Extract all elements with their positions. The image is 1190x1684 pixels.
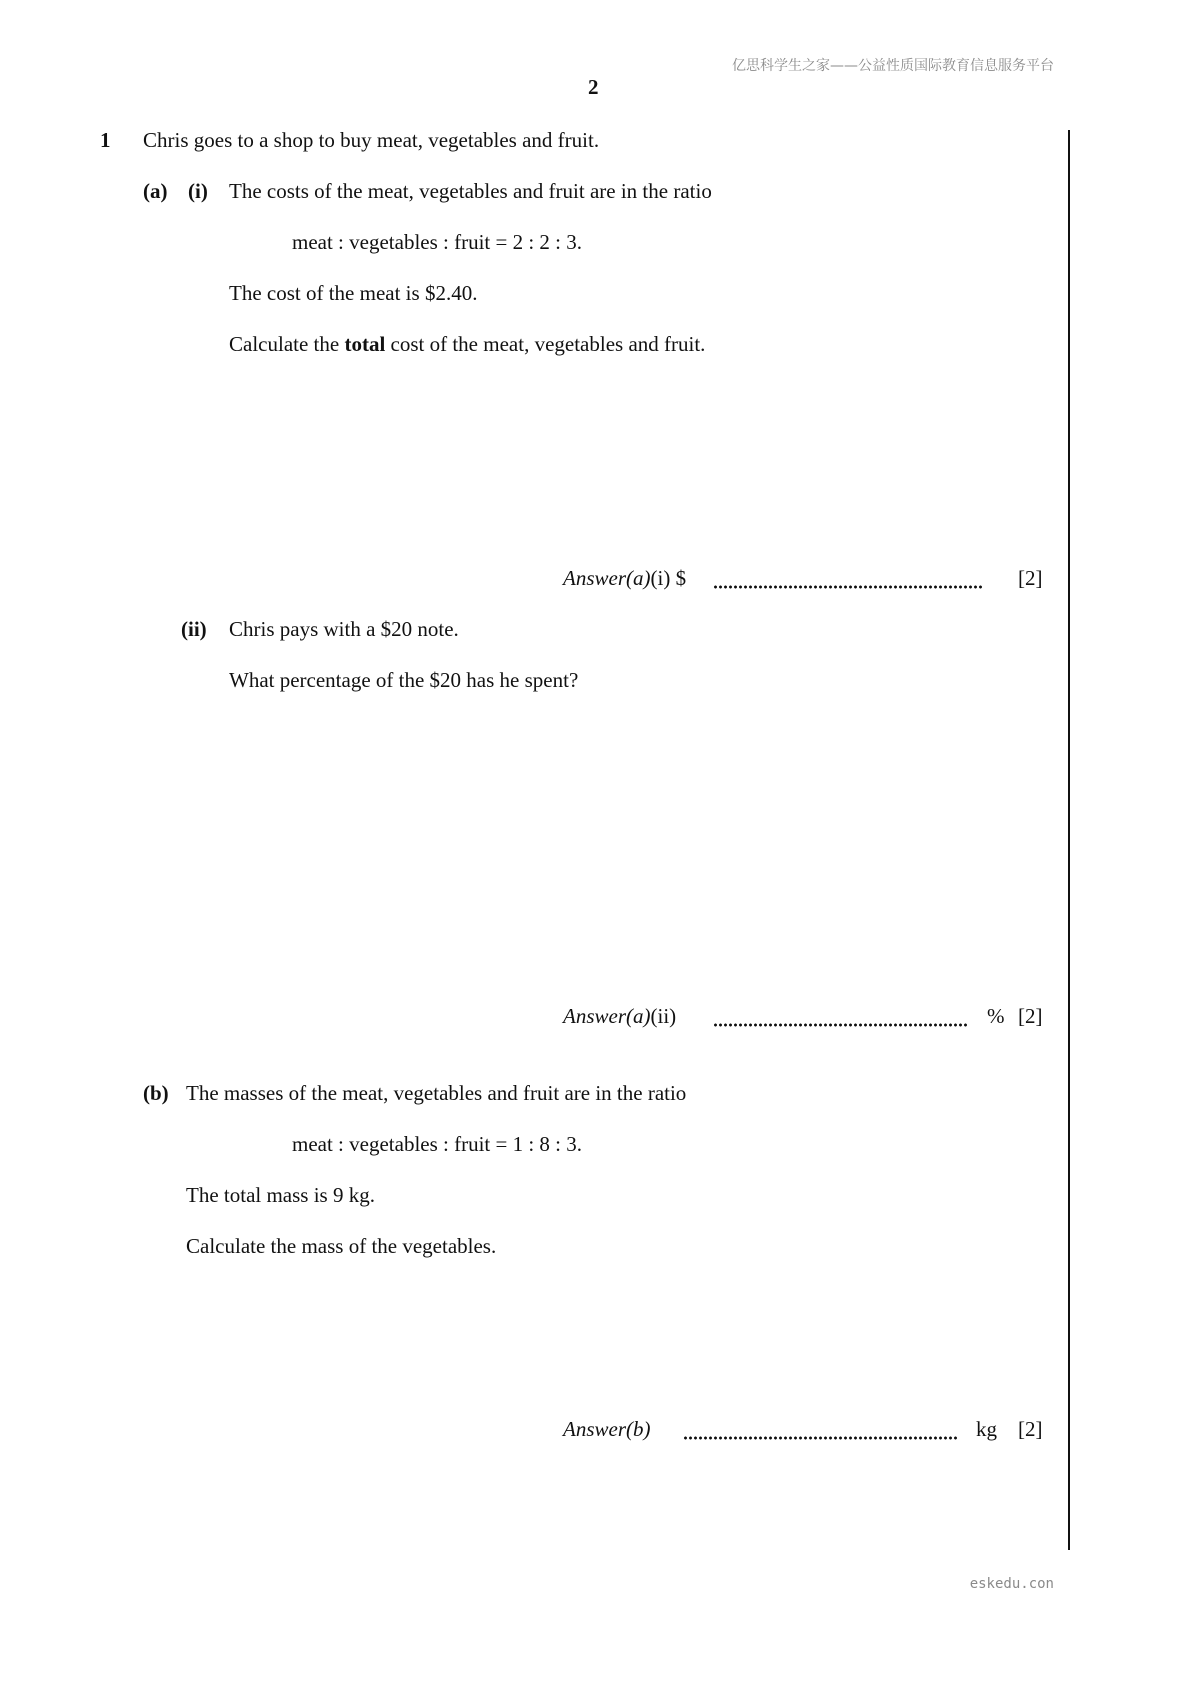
part-b-line2: The total mass is 9 kg. bbox=[186, 1183, 375, 1207]
sub-ii-line1: Chris pays with a $20 note. bbox=[229, 617, 459, 641]
part-b-ratio: meat : vegetables : fruit = 1 : 8 : 3. bbox=[292, 1132, 583, 1156]
sub-i-line3-pre: Calculate the bbox=[229, 332, 345, 356]
sub-i-ratio: meat : vegetables : fruit = 2 : 2 : 3. bbox=[292, 230, 583, 254]
part-b-label: (b) bbox=[143, 1081, 169, 1105]
sub-i-label: (i) bbox=[188, 179, 208, 203]
sub-i-line3-post: cost of the meat, vegetables and fruit. bbox=[385, 332, 706, 356]
answer-a-ii-marks: [2] bbox=[1018, 1004, 1043, 1028]
sub-i-line3 bbox=[229, 332, 705, 356]
part-a-label: (a) bbox=[143, 179, 168, 203]
sub-i-line1: The costs of the meat, vegetables and fruit are in the ratio bbox=[229, 179, 712, 203]
answer-a-ii-label bbox=[563, 1004, 676, 1028]
answer-a-i-field[interactable] bbox=[713, 584, 983, 590]
answer-a-i-label bbox=[563, 566, 686, 590]
answer-a-ii-field[interactable] bbox=[713, 1022, 969, 1028]
answer-b-unit: kg bbox=[976, 1417, 997, 1441]
answer-a-ii-italic: Answer(a) bbox=[563, 1004, 651, 1028]
part-b-line1: The masses of the meat, vegetables and fruit are in the ratio bbox=[186, 1081, 687, 1105]
right-margin-line bbox=[1068, 130, 1070, 1550]
sub-ii-label: (ii) bbox=[181, 617, 207, 641]
sub-ii-line2: What percentage of the $20 has he spent? bbox=[229, 668, 579, 692]
sub-i-line3-bold: total bbox=[344, 332, 386, 356]
answer-b-field[interactable] bbox=[683, 1435, 959, 1441]
answer-b-label: Answer(b) bbox=[563, 1417, 651, 1441]
answer-b-marks: [2] bbox=[1018, 1417, 1043, 1441]
question-number: 1 bbox=[100, 128, 111, 152]
answer-a-ii-rest: (ii) bbox=[650, 1004, 677, 1028]
answer-a-i-italic: Answer(a) bbox=[563, 566, 651, 590]
part-b-line3: Calculate the mass of the vegetables. bbox=[186, 1234, 497, 1258]
footer-site: eskedu.con bbox=[969, 1576, 1054, 1592]
header-watermark: 亿思科学生之家——公益性质国际教育信息服务平台 bbox=[732, 58, 1054, 74]
answer-a-i-rest: (i) $ bbox=[650, 566, 687, 590]
answer-a-i-marks: [2] bbox=[1018, 566, 1043, 590]
sub-i-line2: The cost of the meat is $2.40. bbox=[229, 281, 478, 305]
page-number: 2 bbox=[588, 75, 599, 99]
question-intro: Chris goes to a shop to buy meat, vegetables and fruit. bbox=[143, 128, 600, 152]
answer-a-ii-unit: % bbox=[987, 1004, 1005, 1028]
